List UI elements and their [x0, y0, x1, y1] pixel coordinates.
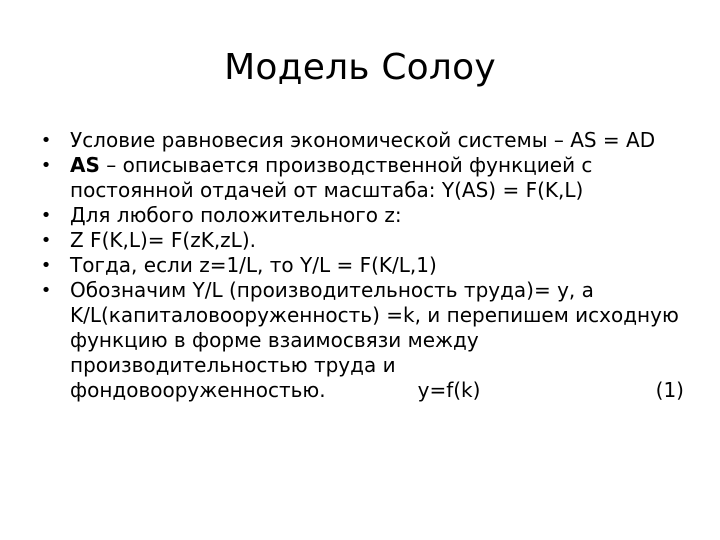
bullet-item-as-function [36, 153, 684, 203]
bullet-text: Z F(K,L)= F(zK,zL). [70, 228, 256, 252]
bullet-item-substitution [36, 253, 684, 278]
bullet-list [36, 128, 684, 403]
bullet-dot: • [40, 130, 52, 151]
bullet-dot: • [40, 205, 52, 226]
bullet-dot: • [40, 230, 52, 251]
formula-number: (1) [655, 378, 684, 402]
bullet-item-positive-z [36, 203, 684, 228]
bullet-text: Для любого положительного z: [70, 203, 402, 227]
formula-expression: y=f(k) [417, 378, 481, 402]
bullet-text-rest: – описывается производственной функцией с постоянной отдачей от масштаба: Y(AS) = F(K,L) [70, 153, 593, 202]
bullet-item-equilibrium [36, 128, 684, 153]
bullet-dot: • [40, 280, 52, 301]
bullet-dot: • [40, 255, 52, 276]
bullet-text: Обозначим Y/L (производительность труда)= y, а K/L(капиталовооруженность) =k, и перепишем исходную функцию в форме взаимосвязи между производительностью труда и [70, 278, 679, 377]
slide-title: Модель Солоу [224, 47, 496, 88]
bullet-item-notation [36, 278, 684, 403]
bullet-dot: • [40, 155, 52, 176]
bullet-item-homogeneity [36, 228, 684, 253]
bullet-bold-term: AS [70, 153, 100, 177]
bullet-text: Тогда, если z=1/L, то Y/L = F(K/L,1) [70, 253, 437, 277]
bullet-text: Условие равновесия экономической системы – AS = AD [70, 128, 656, 152]
formula-line [70, 378, 684, 403]
bullet-text [70, 153, 592, 202]
formula-lead-text: фондовооруженностью. [70, 378, 326, 402]
